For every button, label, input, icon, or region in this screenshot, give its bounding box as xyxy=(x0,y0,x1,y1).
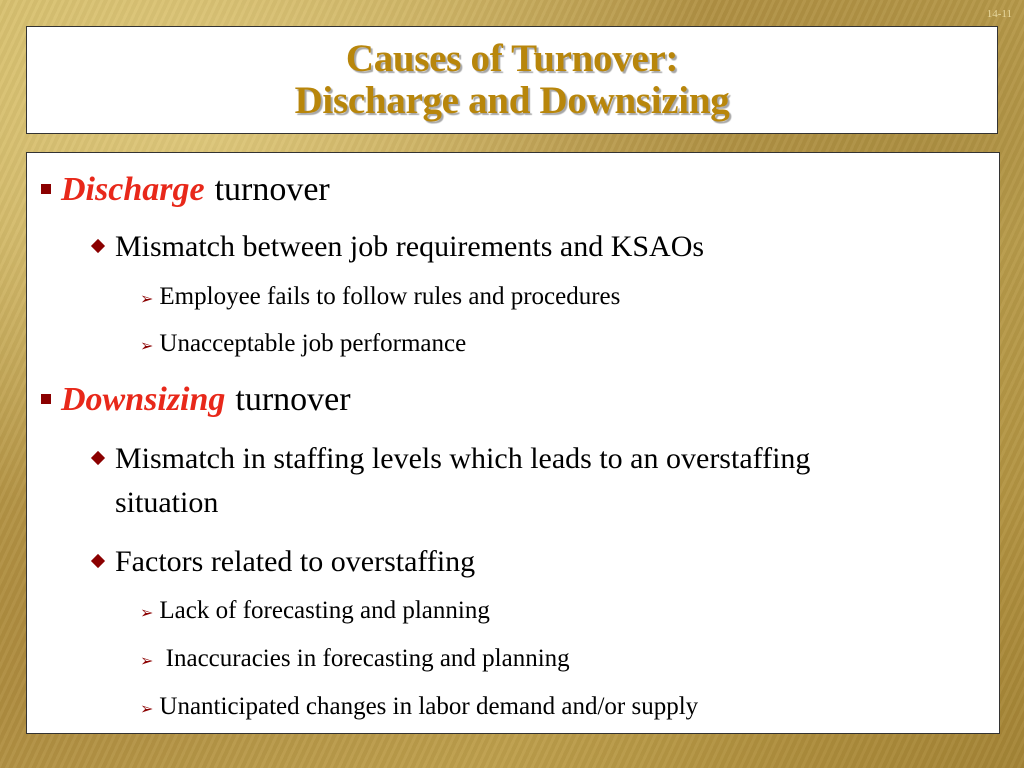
rules-text: Employee fails to follow rules and procedures xyxy=(159,283,621,310)
bullet-downsizing-mismatch xyxy=(93,437,855,525)
discharge-mismatch-text: Mismatch between job requirements and KSAOs xyxy=(115,230,705,263)
bullet-forecasting-inaccuracies xyxy=(140,645,570,673)
bullet-rules xyxy=(140,283,620,311)
arrow-bullet-icon: ➢ xyxy=(140,651,154,670)
unanticipated-changes-text: Unanticipated changes in labor demand and/or supply xyxy=(159,693,699,720)
bullet-unanticipated-changes xyxy=(140,693,698,721)
slide-title-line-2: Discharge and Downsizing xyxy=(294,79,730,122)
bullet-downsizing xyxy=(41,381,351,419)
square-bullet-icon xyxy=(41,184,51,194)
discharge-rest: turnover xyxy=(214,171,330,208)
bullet-discharge xyxy=(41,171,330,209)
bullet-discharge-mismatch xyxy=(93,225,915,269)
slide-number: 14-11 xyxy=(986,8,1012,20)
forecasting-lack-text: Lack of forecasting and planning xyxy=(159,597,490,624)
slide-title-line-1: Causes of Turnover: xyxy=(345,37,679,80)
diamond-bullet-icon xyxy=(91,554,105,568)
overstaffing-factors-text: Factors related to overstaffing xyxy=(115,545,476,578)
arrow-bullet-icon: ➢ xyxy=(140,289,154,308)
square-bullet-icon xyxy=(41,394,51,404)
title-box xyxy=(26,26,998,134)
forecasting-inaccuracies-text: Inaccuracies in forecasting and planning xyxy=(159,645,570,672)
content-box xyxy=(26,152,1000,734)
diamond-bullet-icon xyxy=(91,451,105,465)
diamond-bullet-icon xyxy=(91,239,105,253)
bullet-performance xyxy=(140,330,466,358)
arrow-bullet-icon: ➢ xyxy=(140,603,154,622)
arrow-bullet-icon: ➢ xyxy=(140,336,154,355)
performance-text: Unacceptable job performance xyxy=(159,330,467,357)
bullet-overstaffing-factors xyxy=(93,540,915,584)
arrow-bullet-icon: ➢ xyxy=(140,699,154,718)
downsizing-mismatch-text: Mismatch in staffing levels which leads to an overstaffing situation xyxy=(115,442,811,519)
discharge-emphasis: Discharge xyxy=(61,171,205,208)
downsizing-emphasis: Downsizing xyxy=(61,381,226,418)
bullet-forecasting-lack xyxy=(140,597,490,625)
downsizing-rest: turnover xyxy=(235,381,351,418)
